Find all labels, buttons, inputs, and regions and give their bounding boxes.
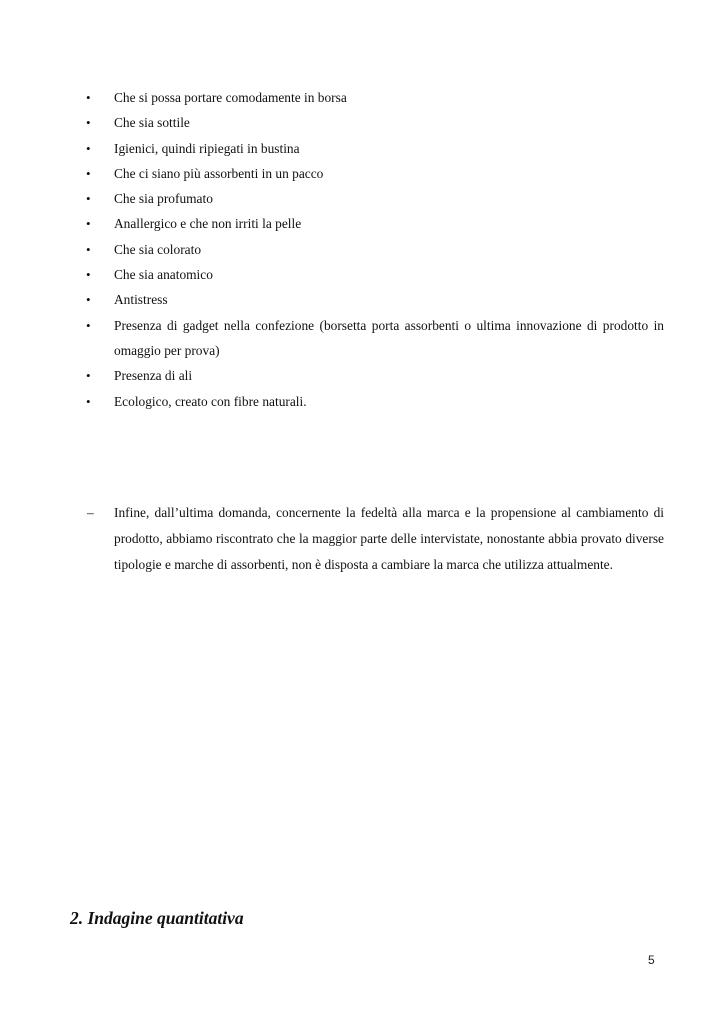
bullet-item	[84, 85, 664, 110]
dash-mark: –	[87, 505, 94, 520]
closing-paragraph	[84, 500, 664, 579]
bullet-mark: •	[86, 90, 91, 105]
bullet-mark: •	[86, 241, 91, 257]
bullet-item	[84, 136, 664, 161]
bullet-mark: •	[86, 140, 91, 156]
bullet-mark: •	[86, 317, 91, 333]
bullet-item	[84, 186, 664, 211]
bullet-text: Che sia anatomico	[114, 267, 213, 283]
bullet-item	[84, 363, 664, 388]
bullet-mark: •	[86, 368, 91, 384]
bullet-mark: •	[86, 216, 91, 232]
bullet-text: Presenza di ali	[114, 368, 193, 384]
bullet-text: Che sia sottile	[114, 115, 190, 131]
bullet-item	[84, 313, 664, 364]
page-number: 5	[648, 953, 655, 967]
bullet-text: Che sia profumato	[114, 191, 213, 207]
bullet-text: Che sia colorato	[114, 241, 202, 257]
section-heading: 2. Indagine quantitativa	[70, 908, 244, 928]
bullet-text: Che si possa portare comodamente in borsa	[114, 90, 347, 105]
bullet-item	[84, 237, 664, 262]
bullet-mark: •	[86, 292, 91, 308]
bullet-mark: •	[86, 165, 91, 181]
bullet-text: Antistress	[114, 292, 168, 308]
bullet-text: Anallergico e che non irriti la pelle	[114, 216, 302, 232]
requirements-bullet-list	[84, 85, 664, 414]
bullet-item	[84, 161, 664, 186]
bullet-mark: •	[86, 393, 91, 409]
bullet-text: Igienici, quindi ripiegati in bustina	[114, 140, 300, 156]
bullet-item	[84, 287, 664, 312]
bullet-item	[84, 110, 664, 135]
bullet-item	[84, 211, 664, 236]
bullet-mark: •	[86, 115, 91, 131]
closing-paragraph-text: Infine, dall’ultima domanda, concernente la fedeltà alla marca e la propensione al cambiamento di prodotto, abbiamo riscontrato che la maggior parte delle intervistate, nonostante abbia provato diverse tipologie e marche di assorbenti, non è disposta a cambiare la marca che utilizza attualmente.	[114, 505, 664, 573]
bullet-item	[84, 262, 664, 287]
bullet-mark: •	[86, 191, 91, 207]
bullet-text: Che ci siano più assorbenti in un pacco	[114, 165, 324, 181]
bullet-text: Ecologico, creato con fibre naturali.	[114, 393, 307, 409]
bullet-text: Presenza di gadget nella confezione (borsetta porta assorbenti o ultima innovazione di prodotto in omaggio per prova)	[114, 317, 664, 358]
bullet-item	[84, 389, 664, 414]
bullet-mark: •	[86, 267, 91, 283]
